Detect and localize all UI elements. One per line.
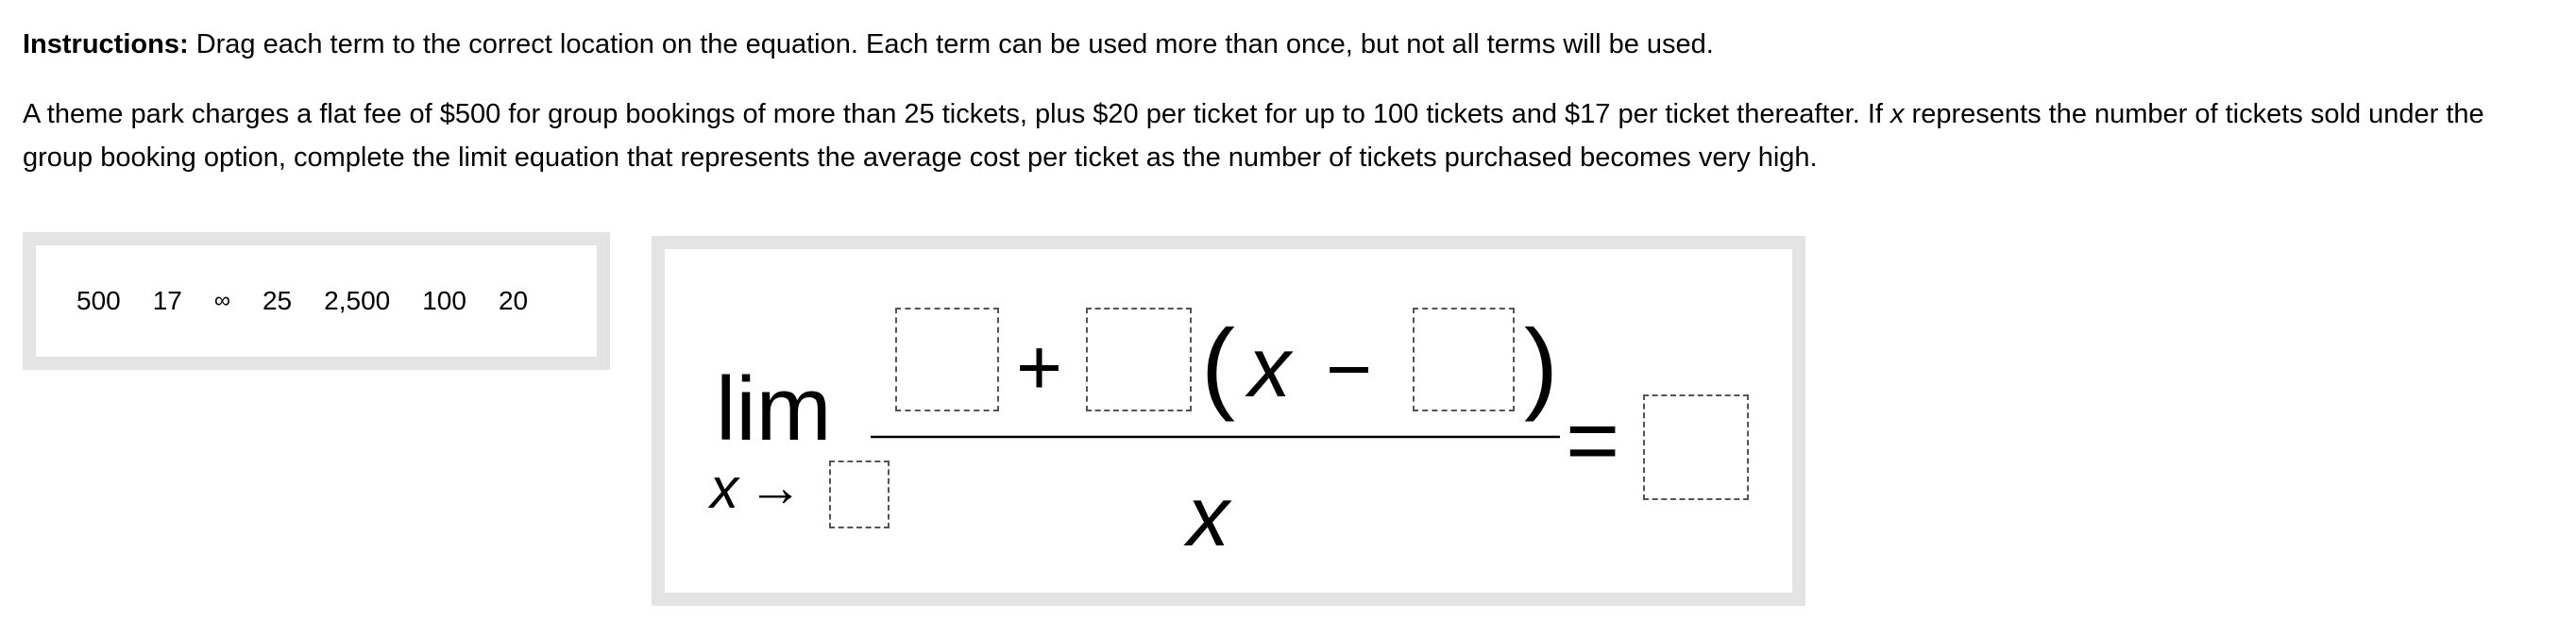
minus-sign: − — [1326, 325, 1373, 413]
problem-variable: x — [1890, 99, 1905, 129]
term-500[interactable]: 500 — [76, 286, 121, 315]
numerator-slot-1[interactable] — [895, 308, 999, 411]
result-slot[interactable] — [1643, 394, 1749, 500]
limit-target-slot[interactable] — [829, 460, 890, 528]
term-20[interactable]: 20 — [498, 286, 529, 315]
lim-subscript-variable: x — [710, 457, 738, 520]
lim-symbol: lim — [716, 359, 832, 460]
term-25[interactable]: 25 — [262, 286, 293, 315]
plus-sign: + — [1016, 323, 1063, 411]
lim-arrow: → — [748, 457, 803, 518]
equals-sign: = — [1566, 388, 1620, 492]
instructions-label: Instructions: — [23, 29, 189, 59]
close-paren: ) — [1524, 308, 1558, 422]
term-infinity[interactable]: ∞ — [213, 288, 230, 313]
numerator-slot-3[interactable] — [1413, 308, 1515, 411]
problem-text-part1: A theme park charges a flat fee of $500 for group bookings of more than 25 tickets, plus $20 per ticket for up to 100 tickets and $17 per ticket thereafter. If — [23, 99, 1890, 129]
instructions-text: Drag each term to the correct location on the equation. Each term can be used more than once, but not all terms will be used. — [195, 29, 1714, 59]
term-2500[interactable]: 2,500 — [324, 286, 391, 315]
problem-text-part2: represents the number of tickets sold under the group booking option, complete the limit equation that represents the average cost per ticket as the number of tickets purchased becomes very high. — [23, 99, 2484, 173]
open-paren: ( — [1201, 308, 1235, 422]
numerator-slot-2[interactable] — [1086, 308, 1192, 411]
term-100[interactable]: 100 — [422, 286, 466, 315]
denominator-variable: x — [1187, 470, 1229, 564]
paren-variable: x — [1248, 321, 1291, 415]
term-17[interactable]: 17 — [152, 286, 182, 315]
